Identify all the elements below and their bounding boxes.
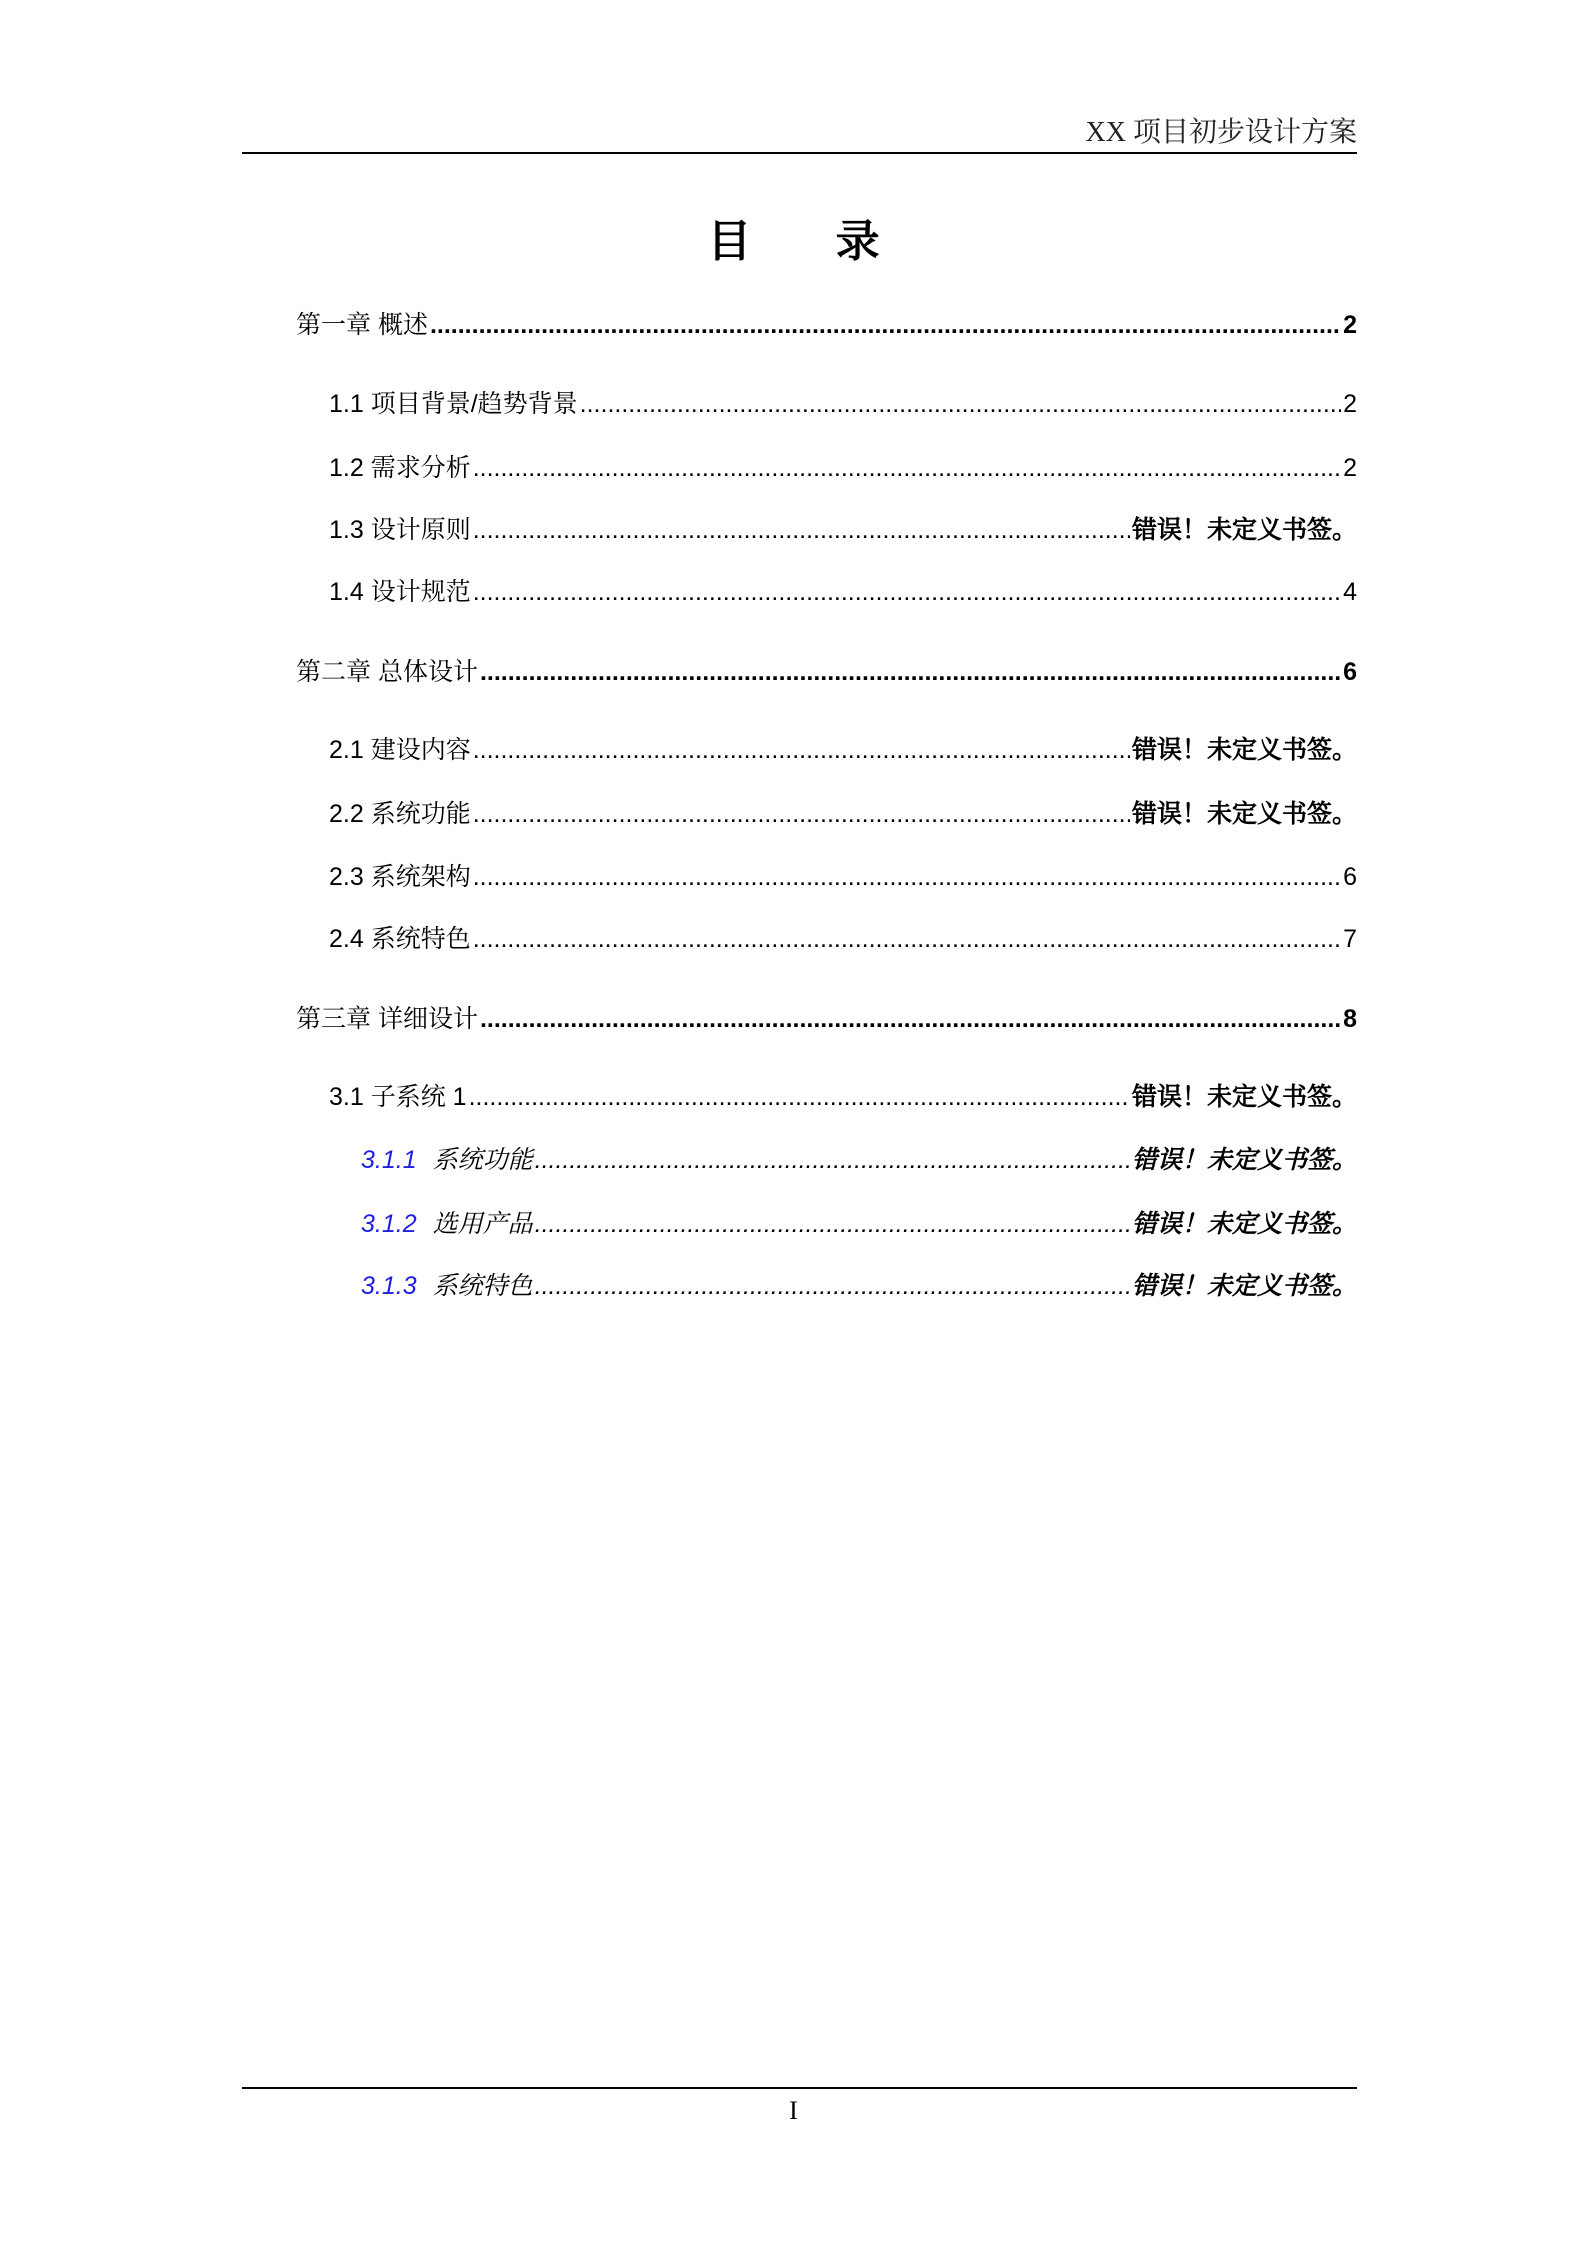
page-number: I [789,2096,798,2125]
toc-entry-text: 第一章 概述 [296,311,428,339]
toc-entry-label [329,797,471,831]
toc-entry-text: 2.2 系统功能 [329,800,471,828]
toc-entry[interactable] [329,922,1357,956]
dot-leader [473,922,1341,956]
toc-entry-text: 2.1 建设内容 [329,736,471,764]
toc-entry[interactable] [329,451,1357,485]
footer-rule [242,2087,1357,2089]
dot-leader [473,451,1341,485]
toc-entry-page: 4 [1343,578,1357,606]
toc-entry-page: 错误！未定义书签。 [1131,1210,1357,1238]
toc-entry-text: 1.2 需求分析 [329,454,471,482]
toc-entry-label [329,387,578,421]
toc-entry-label [329,1080,467,1114]
toc-entry-label [329,451,471,485]
toc-entry-number: 3.1.1 [361,1146,417,1174]
toc-entry-page: 6 [1343,658,1357,686]
toc-entry-text: 2.3 系统架构 [329,863,471,891]
toc-entry[interactable] [361,1269,1357,1303]
toc-entry-page: 8 [1343,1005,1357,1033]
toc-entry-label [329,575,471,609]
toc-title: 目 录 [707,217,916,266]
toc-entry[interactable] [329,1080,1357,1114]
toc-entry-text: 1.1 项目背景/趋势背景 [329,390,578,418]
dot-leader [430,308,1341,342]
dot-leader [480,655,1341,689]
dot-leader [535,1269,1130,1303]
toc-entry-text: 2.4 系统特色 [329,925,471,953]
toc-entry-page: 2 [1343,311,1357,339]
dot-leader [480,1002,1341,1036]
dot-leader [580,387,1341,421]
toc-entry-label [329,922,471,956]
dot-leader [473,860,1341,894]
toc-entry-page: 错误！未定义书签。 [1131,1272,1357,1300]
toc-entry-text: 系统特色 [432,1272,533,1300]
toc-entry-label [361,1207,533,1241]
toc-entry[interactable] [361,1143,1357,1177]
toc-entry-page: 2 [1343,390,1357,418]
toc-entry-label [329,513,471,547]
toc-entry-number: 3.1.2 [361,1210,417,1238]
toc-entry-label [296,308,428,342]
dot-leader [535,1143,1130,1177]
running-header: XX 项目初步设计方案 [1085,117,1357,148]
dot-leader [473,733,1130,767]
dot-leader [535,1207,1130,1241]
toc-entry-text: 1.3 设计原则 [329,516,471,544]
toc-entry-page: 2 [1343,454,1357,482]
toc-entry-text: 3.1 子系统 1 [329,1083,467,1111]
toc-entry-label [329,733,471,767]
toc-entry-label [361,1269,533,1303]
toc-entry-text: 系统功能 [432,1146,533,1174]
toc-entry-number: 3.1.3 [361,1272,417,1300]
toc-entry-page: 错误！未定义书签。 [1131,800,1357,828]
toc-entry-text: 选用产品 [432,1210,533,1238]
dot-leader [473,797,1130,831]
toc-entry[interactable] [329,860,1357,894]
toc-entry[interactable] [361,1207,1357,1241]
toc-entry[interactable] [329,797,1357,831]
toc-entry-label [296,1002,478,1036]
toc-entry[interactable] [329,513,1357,547]
toc-entry-page: 错误！未定义书签。 [1131,736,1357,764]
toc-entry[interactable] [296,308,1357,342]
toc-entry[interactable] [296,1002,1357,1036]
toc-entry-page: 错误！未定义书签。 [1131,1146,1357,1174]
toc-entry-label [329,860,471,894]
toc-entry-page: 错误！未定义书签。 [1131,516,1357,544]
toc-entry-text: 第二章 总体设计 [296,658,478,686]
toc-entry-page: 错误！未定义书签。 [1131,1083,1357,1111]
toc-entry[interactable] [329,733,1357,767]
dot-leader [469,1080,1130,1114]
toc-entry[interactable] [329,387,1357,421]
toc-entry-page: 7 [1343,925,1357,953]
dot-leader [473,575,1341,609]
toc-entry[interactable] [329,575,1357,609]
toc-entry-text: 1.4 设计规范 [329,578,471,606]
toc-entry[interactable] [296,655,1357,689]
toc-entry-text: 第三章 详细设计 [296,1005,478,1033]
toc-entry-label [296,655,478,689]
toc-entry-page: 6 [1343,863,1357,891]
dot-leader [473,513,1130,547]
toc-entry-label [361,1143,533,1177]
header-rule [242,152,1357,154]
